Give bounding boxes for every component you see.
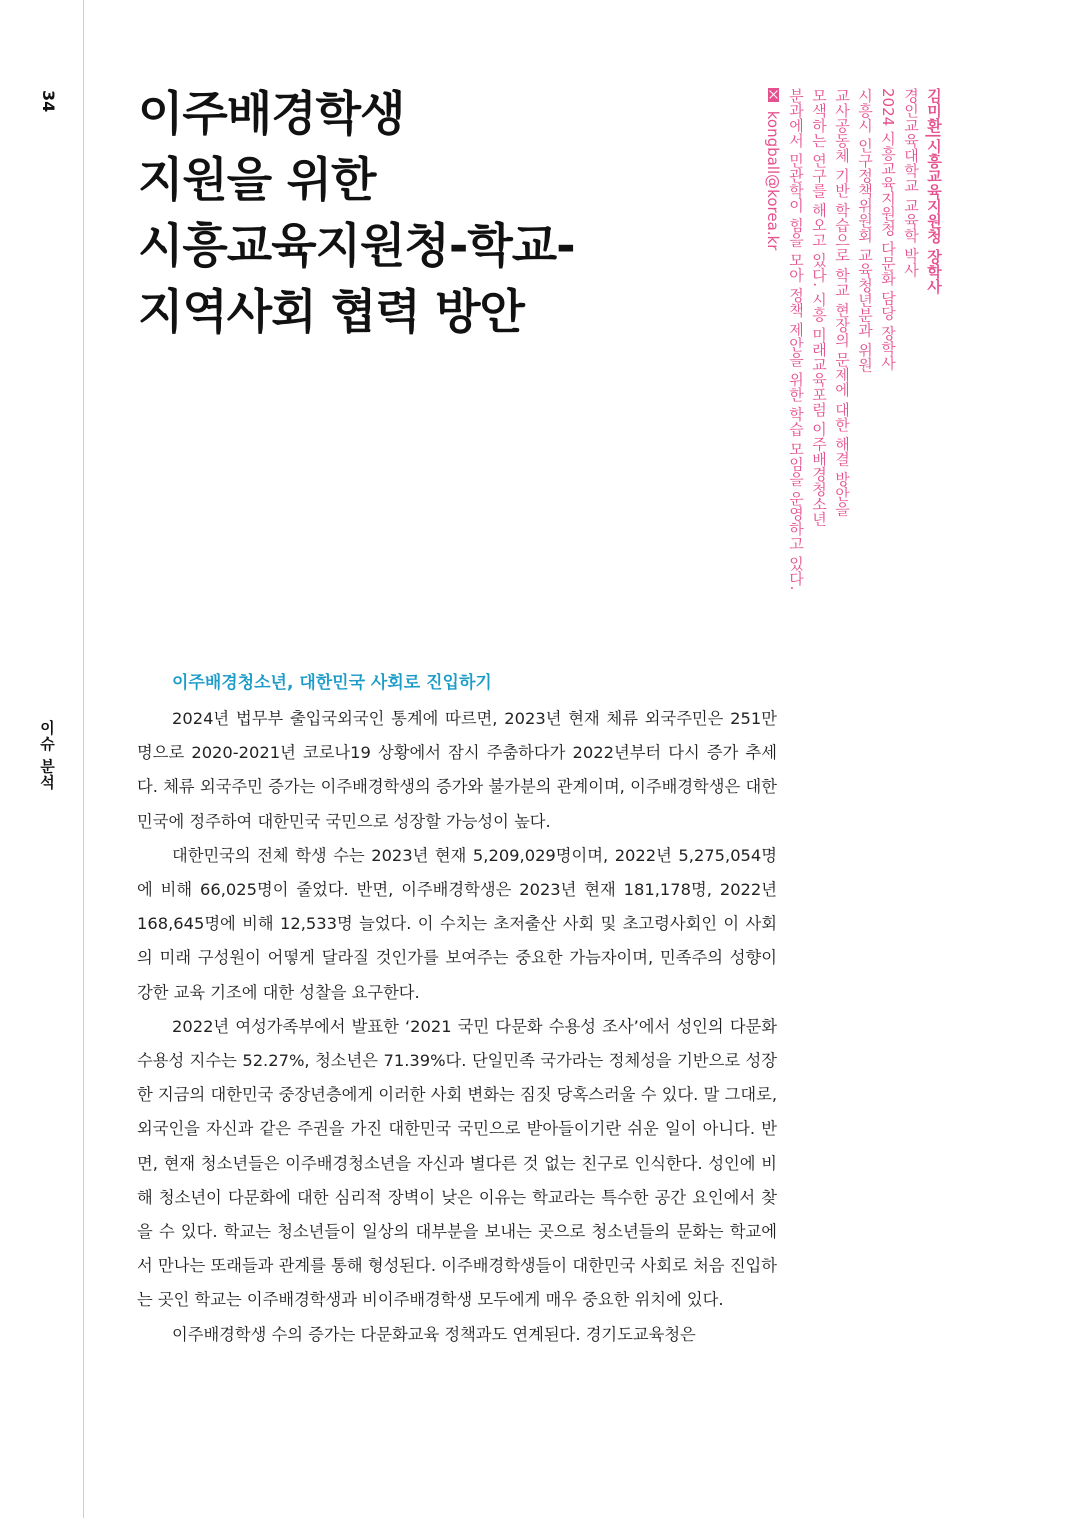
title-line: 지원을 위한 (138, 153, 376, 208)
author-bio-line: 2024 시흥교육지원청 다문화 담당 장학사 (879, 88, 897, 371)
section-heading: 이주배경청소년, 대한민국 사회로 진입하기 (172, 673, 492, 693)
author-bio-line: 교사공동체 기반 학습으로 학교 현장의 문제에 대한 해결 방안을 (833, 88, 851, 517)
author-bio-line: 경인교육대학교 교육학 박사 (902, 88, 920, 278)
author-email[interactable]: kongball@korea.kr (764, 110, 782, 251)
body-paragraph: 2022년 여성가족부에서 발표한 ‘2021 국민 다문화 수용성 조사’에서 성인의 다문화 수용성 지수는 52.27%, 청소년은 71.39%다. 단일민족 국가라는 정체성을 기반으로 성장한 지금의 대한민국 중장년층에게 이러한 사회 변화는 짐짓 당혹스러울 수 있다. 말 그대로, 외국인을 자신과 같은 주권을 가진 대한민국 국민으로 받아들이기란 쉬운 일이 아니다. 반면, 현재 청소년들은 이주배경청소년을 자신과 별다른 것 없는 친구로 인식한다. 성인에 비해 청소년이 다문화에 대한 심리적 장벽이 낮은 이유는 학교라는 특수한 공간 요인에서 찾을 수 있다. 학교는 청소년들이 일상의 대부분을 보내는 곳으로 청소년들의 문화는 학교에서 만나는 또래들과 관계를 통해 형성된다. 이주배경학생들이 대한민국 사회로 처음 진입하는 곳인 학교는 이주배경학생과 비이주배경학생 모두에게 매우 중요한 위치에 있다. (137, 1016, 777, 1310)
author-separator: | (925, 133, 943, 139)
article-body (137, 702, 777, 1352)
page-number: 34 (39, 90, 58, 113)
body-paragraph: 이주배경학생 수의 증가는 다문화교육 정책과도 연계된다. 경기도교육청은 (172, 1324, 696, 1344)
author-name-line (922, 88, 945, 628)
author-bio-line: 분과에서 민관학이 힘을 모아 정책 제안을 위한 학습 모임을 운영하고 있다. (787, 88, 805, 591)
section-label: 이슈 분석 (38, 720, 56, 791)
title-line: 지역사회 협력 방안 (138, 285, 524, 340)
title-line: 이주배경학생 (138, 87, 405, 142)
body-paragraph: 대한민국의 전체 학생 수는 2023년 현재 5,209,029명이며, 2022년 5,275,054명에 비해 66,025명이 줄었다. 반면, 이주배경학생은 2023년 현재 181,178명, 2022년 168,645명에 비해 12,533명 늘었다. 이 수치는 초저출산 사회 및 초고령사회인 이 사회의 미래 구성원이 어떻게 달라질 것인가를 보여주는 중요한 가늠자이며, 민족주의 성향이 강한 교육 기조에 대한 성찰을 요구한다. (137, 845, 777, 1002)
author-bio-line: 시흥시 인구정책위원회 교육청년분과 위원 (856, 88, 874, 373)
margin-rule (83, 0, 84, 1518)
body-paragraph: 2024년 법무부 출입국외국인 통계에 따르면, 2023년 현재 체류 외국주민은 251만 명으로 2020-2021년 코로나19 상황에서 잠시 주춤하다가 2022년부터 다시 증가 추세다. 체류 외국주민 증가는 이주배경학생의 증가와 불가분의 관계이며, 이주배경학생은 대한민국에 정주하여 대한민국 국민으로 성장할 가능성이 높다. (137, 709, 777, 831)
title-line: 시흥교육지원청-학교- (138, 219, 575, 274)
author-email-line (761, 88, 784, 628)
article-title (138, 82, 698, 346)
author-name: 김미환 (925, 88, 943, 133)
author-role: 시흥교육지원청 장학사 (925, 138, 943, 294)
mail-icon (768, 88, 779, 102)
author-info (715, 88, 945, 628)
author-bio-line: 모색하는 연구를 해오고 있다. 시흥 미래교육포럼 이주배경청소년 (810, 88, 828, 527)
